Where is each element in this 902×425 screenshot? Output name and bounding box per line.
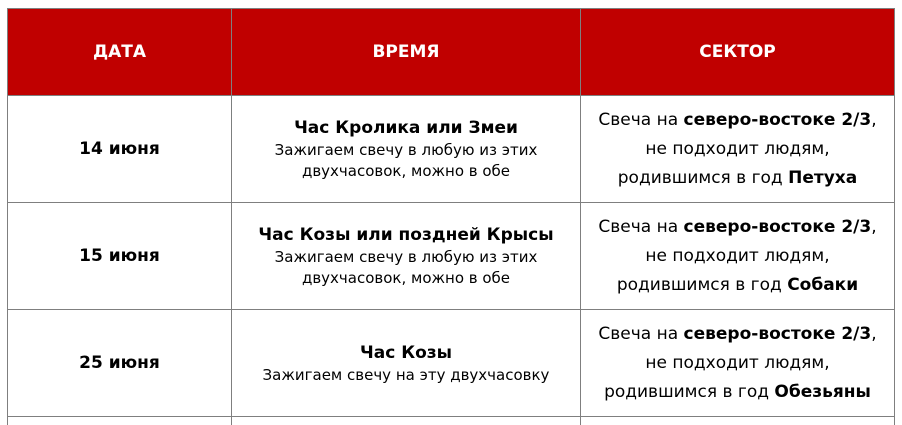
sector-animal: Петуха bbox=[788, 167, 858, 188]
empty-cell bbox=[8, 417, 232, 425]
date-cell: 15 июня bbox=[8, 203, 232, 310]
sector-animal: Обезьяны bbox=[774, 381, 871, 402]
time-title: Час Козы bbox=[359, 342, 453, 363]
time-title: Час Козы или поздней Крысы bbox=[258, 225, 554, 245]
sector-restriction: , не подходит людям, родившимся в год bbox=[604, 323, 877, 402]
sector-direction: северо-востоке 2/3 bbox=[683, 216, 872, 237]
column-header-time: ВРЕМЯ bbox=[232, 9, 581, 96]
sector-restriction: , не подходит людям, родившимся в год bbox=[616, 216, 877, 295]
time-note-line: Зажигаем свечу в любую из этих bbox=[274, 248, 538, 266]
table-row bbox=[8, 203, 895, 310]
empty-cell bbox=[581, 417, 895, 425]
time-note-line: двухчасовок, можно в обе bbox=[301, 162, 511, 180]
sector-animal: Собаки bbox=[787, 274, 859, 295]
time-cell bbox=[232, 310, 581, 417]
date-cell: 25 июня bbox=[8, 310, 232, 417]
sector-prefix: Свеча на bbox=[598, 323, 684, 344]
sector-prefix: Свеча на bbox=[598, 109, 684, 130]
sector-cell bbox=[581, 203, 895, 310]
time-cell bbox=[232, 203, 581, 310]
column-header-sector: СЕКТОР bbox=[581, 9, 895, 96]
table-row bbox=[8, 96, 895, 203]
time-note-line: двухчасовок, можно в обе bbox=[301, 269, 511, 287]
sector-restriction: , не подходит людям, родившимся в год bbox=[617, 109, 877, 188]
sector-prefix: Свеча на bbox=[598, 216, 684, 237]
time-cell bbox=[232, 96, 581, 203]
time-note-line: Зажигаем свечу в любую из этих bbox=[274, 141, 538, 159]
table-row bbox=[8, 310, 895, 417]
time-title: Час Кролика или Змеи bbox=[294, 118, 518, 138]
time-note-line: Зажигаем свечу на эту двухчасовку bbox=[262, 365, 550, 384]
table-header-row bbox=[8, 9, 895, 96]
sector-direction: северо-востоке 2/3 bbox=[683, 109, 872, 130]
sector-cell bbox=[581, 310, 895, 417]
column-header-date: ДАТА bbox=[8, 9, 232, 96]
sector-cell bbox=[581, 96, 895, 203]
table-row-partial bbox=[8, 417, 895, 425]
candle-schedule-table bbox=[7, 8, 895, 425]
sector-direction: северо-востоке 2/3 bbox=[683, 323, 872, 344]
empty-cell bbox=[232, 417, 581, 425]
date-cell: 14 июня bbox=[8, 96, 232, 203]
